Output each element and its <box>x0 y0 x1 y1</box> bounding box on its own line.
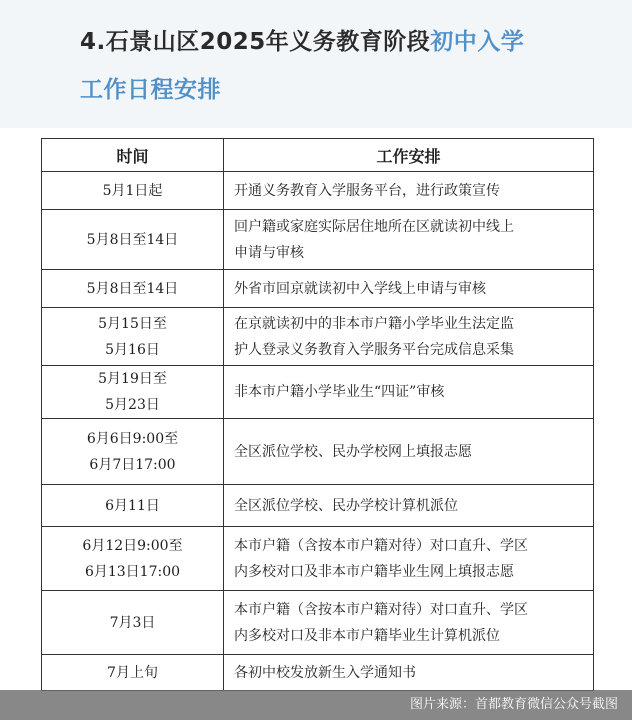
time-line: 5月8日至14日 <box>86 231 179 248</box>
time-line: 7月上旬 <box>107 664 158 681</box>
table-row <box>42 172 594 210</box>
table-row <box>42 591 594 655</box>
time-line: 5月15日至 <box>98 315 167 332</box>
time-cell <box>42 210 224 270</box>
task-line: 开通义务教育入学服务平台，进行政策宣传 <box>234 182 500 199</box>
task-cell <box>224 172 594 210</box>
schedule-table <box>41 138 594 691</box>
title-part-2: 初中入学 <box>430 29 525 55</box>
time-cell <box>42 591 224 655</box>
task-line: 本市户籍（含按本市户籍对待）对口直升、学区 <box>234 537 528 554</box>
time-line: 5月23日 <box>105 397 160 413</box>
time-cell <box>42 172 224 210</box>
table-row <box>42 270 594 308</box>
time-cell <box>42 655 224 691</box>
header-task: 工作安排 <box>224 139 594 172</box>
task-cell <box>224 419 594 485</box>
time-cell <box>42 308 224 366</box>
task-line: 申请与审核 <box>234 244 304 261</box>
title-part-1: 4.石景山区2025年义务教育阶段 <box>80 29 431 55</box>
time-cell <box>42 527 224 591</box>
task-cell <box>224 210 594 270</box>
time-cell <box>42 419 224 485</box>
time-line: 5月1日起 <box>102 182 163 199</box>
time-line: 6月13日17:00 <box>84 563 181 580</box>
task-cell <box>224 485 594 527</box>
task-line: 外省市回京就读初中入学线上申请与审核 <box>234 280 486 297</box>
task-cell <box>224 655 594 691</box>
table-row <box>42 527 594 591</box>
task-line: 本市户籍（含按本市户籍对待）对口直升、学区 <box>234 601 528 618</box>
source-caption-bar <box>0 690 632 720</box>
task-line: 非本市户籍小学毕业生“四证”审核 <box>234 384 445 400</box>
title-line-2: 工作日程安排 <box>80 77 221 103</box>
time-line: 6月6日9:00至 <box>86 430 179 447</box>
task-line: 回户籍或家庭实际居住地所在区就读初中线上 <box>234 218 514 235</box>
time-line: 5月8日至14日 <box>86 280 179 297</box>
time-cell <box>42 270 224 308</box>
header-time: 时间 <box>42 139 224 172</box>
time-line: 5月19日至 <box>98 371 167 387</box>
time-cell <box>42 485 224 527</box>
time-line: 5月16日 <box>105 341 160 358</box>
task-cell <box>224 366 594 419</box>
time-line: 6月11日 <box>105 497 160 514</box>
time-line: 7月3日 <box>109 614 156 631</box>
task-line: 全区派位学校、民办学校网上填报志愿 <box>234 443 472 460</box>
page-title <box>80 18 600 114</box>
task-line: 内多校对口及非本市户籍毕业生计算机派位 <box>234 627 500 644</box>
source-caption: 图片来源：首都教育微信公众号截图 <box>409 697 618 712</box>
time-cell <box>42 366 224 419</box>
task-cell <box>224 270 594 308</box>
task-line: 全区派位学校、民办学校计算机派位 <box>234 497 458 514</box>
table-row <box>42 419 594 485</box>
table-row <box>42 366 594 419</box>
table-header-row <box>42 139 594 172</box>
table-row <box>42 210 594 270</box>
task-line: 在京就读初中的非本市户籍小学毕业生法定监 <box>234 315 514 332</box>
task-cell <box>224 527 594 591</box>
table-row <box>42 308 594 366</box>
task-line: 内多校对口及非本市户籍毕业生网上填报志愿 <box>234 563 514 580</box>
time-line: 6月7日17:00 <box>89 456 176 473</box>
task-line: 护人登录义务教育入学服务平台完成信息采集 <box>234 341 514 358</box>
task-cell <box>224 591 594 655</box>
time-line: 6月12日9:00至 <box>82 537 183 554</box>
table-row <box>42 485 594 527</box>
task-cell <box>224 308 594 366</box>
task-line: 各初中校发放新生入学通知书 <box>234 664 416 681</box>
table-row <box>42 655 594 691</box>
